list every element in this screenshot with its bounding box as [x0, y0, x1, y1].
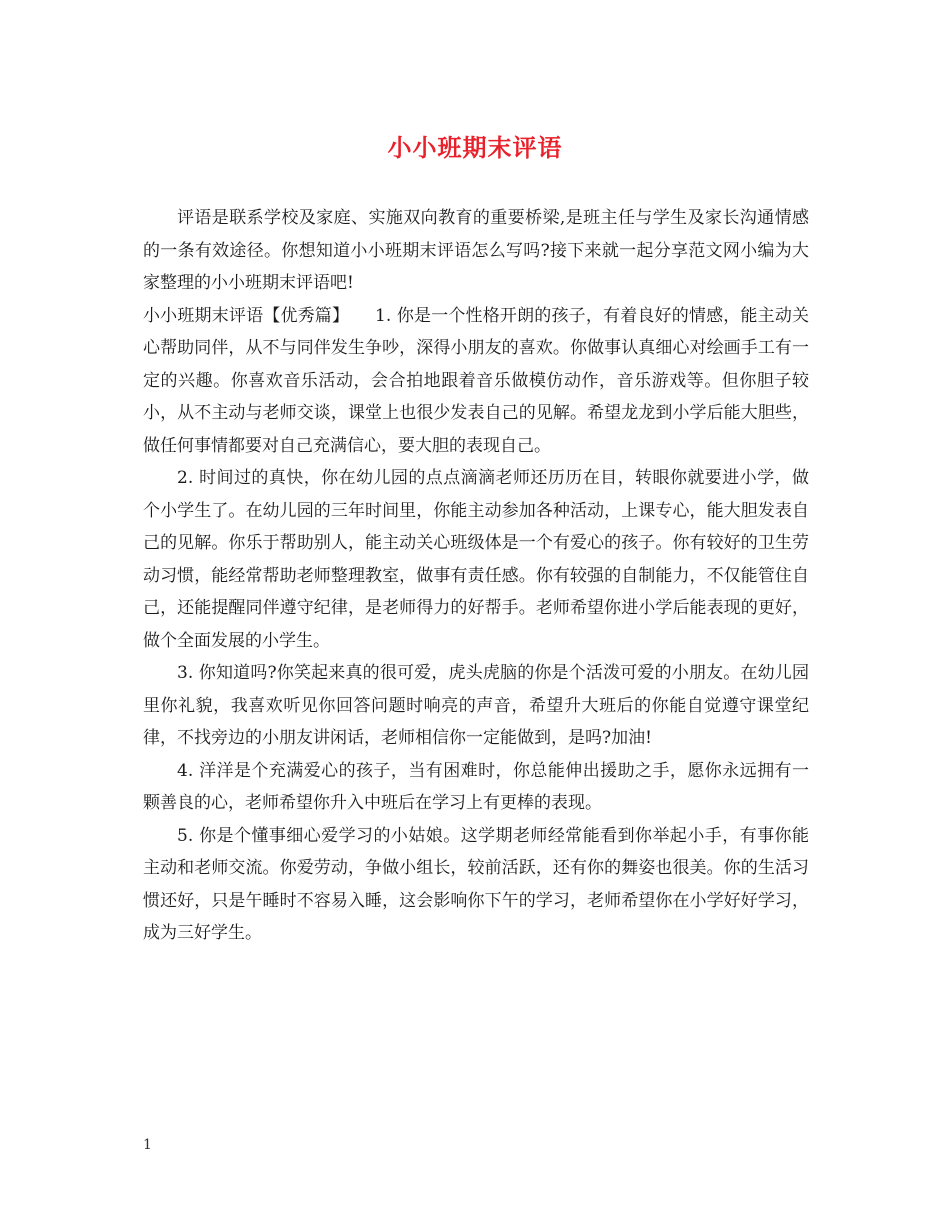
- page-number: 1: [143, 1137, 152, 1153]
- document-title: 小小班期末评语: [387, 133, 563, 162]
- comment-paragraph-3: 3. 你知道吗?你笑起来真的很可爱，虎头虎脑的你是个活泼可爱的小朋友。在幼儿园里你礼貌，我喜欢听见你回答问题时响亮的声音，希望升大班后的你能自觉遵守课堂纪律，不找旁边的小朋友讲闲话，老师相信你一定能做到，是吗?加油!: [143, 663, 809, 748]
- comment-paragraph-5: 5. 你是个懂事细心爱学习的小姑娘。这学期老师经常能看到你举起小手，有事你能主动和老师交流。你爱劳动，争做小组长，较前活跃，还有你的舞姿也很美。你的生活习惯还好，只是午睡时不容易入睡，这会影响你下午的学习，老师希望你在小学好好学习，成为三好学生。: [143, 825, 809, 943]
- intro-paragraph: 评语是联系学校及家庭、实施双向教育的重要桥梁,是班主任与学生及家长沟通情感的一条有效途径。你想知道小小班期末评语怎么写吗?接下来就一起分享范文网小编为大家整理的小小班期末评语吧!: [143, 208, 809, 293]
- comment-paragraph-2: 2. 时间过的真快，你在幼儿园的点点滴滴老师还历历在目，转眼你就要进小学，做个小学生了。在幼儿园的三年时间里，你能主动参加各种活动，上课专心，能大胆发表自己的见解。你乐于帮助别人，能主动关心班级体是一个有爱心的孩子。你有较好的卫生劳动习惯，能经常帮助老师整理教室，做事有责任感。你有较强的自制能力，不仅能管住自己，还能提醒同伴遵守纪律，是老师得力的好帮手。老师希望你进小学后能表现的更好，做个全面发展的小学生。: [143, 468, 809, 651]
- comment-paragraph-1: 小小班期末评语【优秀篇】 1. 你是一个性格开朗的孩子，有着良好的情感，能主动关心帮助同伴，从不与同伴发生争吵，深得小朋友的喜欢。你做事认真细心对绘画手工有一定的兴趣。你喜欢音乐活动，会合拍地跟着音乐做模仿动作，音乐游戏等。但你胆子较小，从不主动与老师交谈，课堂上也很少发表自己的见解。希望龙龙到小学后能大胆些，做任何事情都要对自己充满信心，要大胆的表现自己。: [143, 305, 809, 456]
- comment-paragraph-4: 4. 洋洋是个充满爱心的孩子，当有困难时，你总能伸出援助之手，愿你永远拥有一颗善良的心，老师希望你升入中班后在学习上有更棒的表现。: [143, 760, 809, 813]
- document-body: [143, 202, 809, 950]
